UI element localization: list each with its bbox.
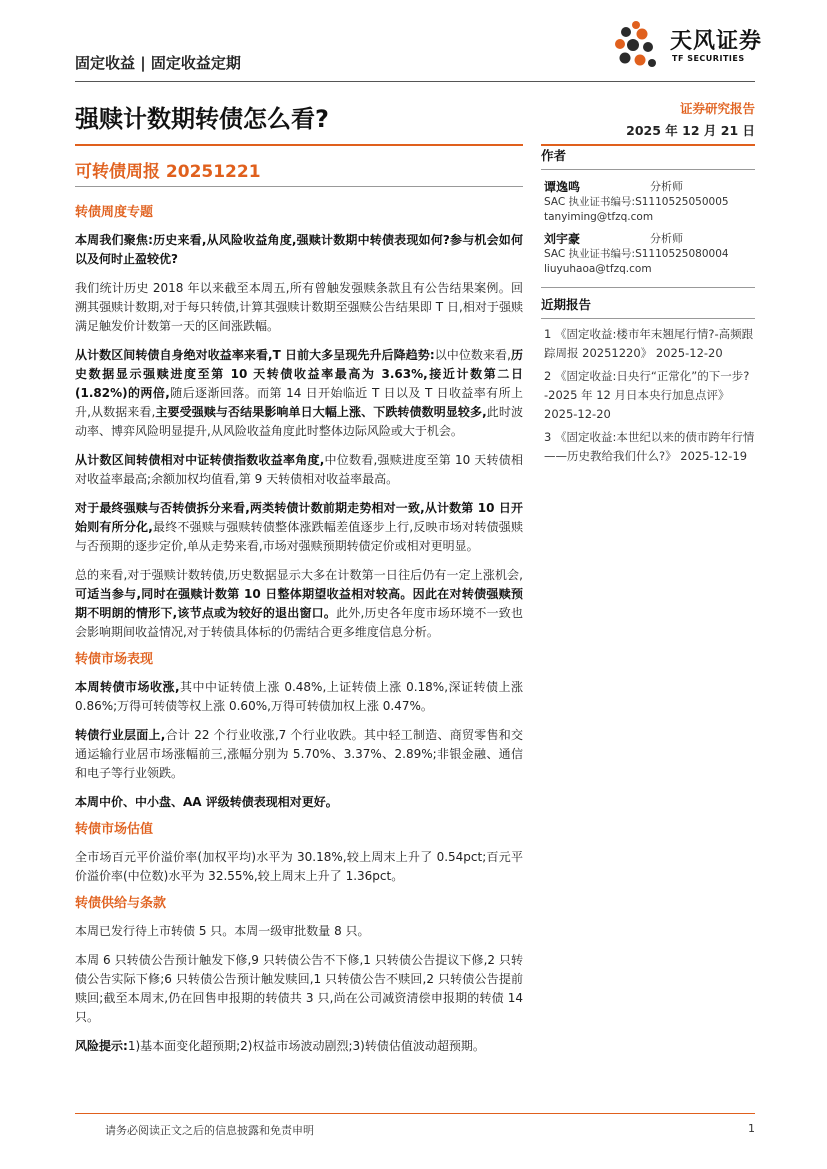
topic-intro-text: 本周我们聚焦:历史来看,从风险收益角度,强赎计数期中转债表现如何?参与机会如何以及何时止盈较优? [75,233,523,266]
market-p2-text: 合计 22 个行业收涨,7 个行业收跌。其中轻工制造、商贸零售和交通运输行业居市场涨幅前三,涨幅分别为 5.70%、3.37%、2.89%;非银金融、通信和电子等行业领跌。 [75,728,524,780]
authors-divider [541,169,755,170]
topic-p6-text-2: 此外,历史各年度市场环境不一致也会影响期间收益情况,对于转债具体标的仍需结合更多维度信息分析。 [75,606,523,639]
supply-issuance: 本周已发行待上市转债 5 只。本周一级审批数量 8 只。 [75,924,370,938]
title-divider-left [75,144,523,146]
author-name: 谭逸鸣 [544,180,581,194]
author-email[interactable]: liuyuhaoa@tfzq.com [544,263,652,275]
report-subtitle: 可转债周报 20251221 [75,162,261,182]
topic-p6-text-1: 总的来看,对于强赎计数转债,历史数据显示大多在计数第一日往后仍有一定上涨机会, [75,568,523,582]
author-cert: SAC 执业证书编号:S1110525080004 [544,248,729,260]
market-industry [75,726,523,783]
author-header [541,228,755,247]
market-p1-text: 其中中证转债上涨 0.48%,上证转债上涨 0.18%,深证转债上涨 0.86%;万得可转债等权上涨 0.60%,万得可转债加权上涨 0.47%。 [75,680,523,713]
author-name: 刘宇豪 [544,232,581,246]
market-style [75,793,523,812]
author-header [541,176,755,195]
section-heading-valuation: 转债市场估值 [75,822,154,837]
topic-p3-text-1: 以中位数来看, [434,348,511,362]
topic-p3-bold-3: 主要受强赎与否结果影响单日大幅上涨、下跌转债数明显较多, [155,405,487,419]
topic-p5-bold: 对于最终强赎与否转债拆分来看,两类转债计数前期走势相对一致,从计数第 10 日开始则有所分化, [75,501,523,534]
title-divider-right [541,144,755,146]
topic-method: 我们统计历史 2018 年以来截至本周五,所有曾触发强赎条款且有公告结果案例。回溯其强赎计数期,对于每只转债,计算其强赎计数期至强赎公告结果即 T 日,相对于强赎满足触发价计数第一天的区间涨跌幅。 [75,281,523,333]
market-p2-bold: 转债行业层面上, [75,728,166,742]
subtitle-divider [75,186,523,187]
risk-text: 1)基本面变化超预期;2)权益市场波动剧烈;3)转债估值波动超预期。 [127,1039,485,1053]
logo-mark-icon [612,20,662,72]
company-logo [612,20,762,72]
recent-reports-heading: 近期报告 [541,297,592,312]
report-date: 2025 年 12 月 21 日 [626,123,755,138]
topic-p4-text: 中位数看,强赎进度至第 10 天转债相对收益率最高;余额加权均值看,第 9 天转债相对收益率最高。 [75,453,524,486]
risk-warning [75,1037,523,1056]
topic-relative-return [75,451,523,489]
topic-conclusion [75,566,523,642]
author-card [541,176,755,225]
author-email[interactable]: tanyiming@tfzq.com [544,211,654,223]
author-card [541,228,755,277]
author-role: 分析师 [650,180,683,193]
logo-en-text: TF SECURITIES [672,54,745,63]
section-heading-market: 转债市场表现 [75,652,154,667]
footer-disclaimer: 请务必阅读正文之后的信息披露和免责申明 [105,1124,314,1137]
section-heading-supply: 转债供给与条款 [75,896,167,911]
recent-report-item[interactable]: 3 《固定收益:本世纪以来的债市跨年行情——历史教给我们什么?》 2025-12-19 [544,430,755,463]
section-heading-topic: 转债周度专题 [75,205,154,220]
breadcrumb: 固定收益 | 固定收益定期 [75,54,241,72]
header-divider [75,81,755,82]
market-p1-bold: 本周转债市场收涨, [75,680,180,694]
topic-absolute-return [75,346,523,441]
topic-p5-text: 最终不强赎与强赎转债整体涨跌幅差值逐步上行,反映市场对转债强赎与否预期的逐步定价,单从走势来看,市场对强赎预期转债定价或相对更明显。 [75,520,523,553]
authors-bottom-divider [541,287,755,288]
recent-report-item[interactable]: 2 《固定收益:日央行“正常化”的下一步?-2025 年 12 月日本央行加息点评》 2025-12-20 [544,369,750,421]
topic-p3-text-3: 此时波动率、博弈风险明显提升,从风险收益角度此时整体边际风险或大于机会。 [75,405,523,438]
topic-split [75,499,523,556]
page-title: 强赎计数期转债怎么看? [75,105,329,133]
valuation-text: 全市场百元平价溢价率(加权平均)水平为 30.18%,较上周末上升了 0.54pct;百元平价溢价率(中位数)水平为 32.55%,较上周末上升了 1.36pct。 [75,850,523,883]
report-type: 证券研究报告 [679,101,755,116]
main-content [75,203,523,1056]
risk-label: 风险提示: [75,1039,128,1053]
recent-reports-divider [541,318,755,319]
topic-p6-bold: 可适当参与,同时在强赎计数第 10 日整体期望收益相对较高。因此在对转债强赎预期不明朗的情形下,该节点或为较好的退出窗口。 [75,587,523,620]
topic-p4-bold: 从计数区间转债相对中证转债指数收益率角度, [75,453,325,467]
authors-heading: 作者 [541,148,567,163]
supply-clauses: 本周 6 只转债公告预计触发下修,9 只转债公告不下修,1 只转债公告提议下修,2 只转债公告实际下修;6 只转债公告预计触发赎回,1 只转债公告不赎回,2 只转债公告提前赎回;截至本周末,仍在回售申报期的转债共 3 只,尚在公司减资清偿申报期的转债 14 只。 [75,953,523,1024]
topic-p3-text-2: 随后逐渐回落。而第 14 日开始临近 T 日以及 T 日收益率有所上升,从数据来看, [75,386,523,419]
author-cert: SAC 执业证书编号:S1110525050005 [544,196,729,208]
recent-report-item[interactable]: 1 《固定收益:楼市年末翘尾行情?-高频跟踪周报 20251220》 2025-12-20 [544,327,754,360]
market-p3-bold: 本周中价、中小盘、AA 评级转债表现相对更好。 [75,795,338,809]
author-role: 分析师 [650,232,683,245]
topic-intro [75,231,523,269]
footer-divider [75,1113,755,1114]
topic-p3-bold-2: 历史数据显示强赎进度至第 10 天转债收益率最高为 3.63%,接近计数第二日(1.82%)的两倍, [75,348,523,400]
sidebar [541,147,755,466]
page-number: 1 [748,1122,755,1135]
market-index [75,678,523,716]
logo-cn-text: 天风证券 [670,29,763,54]
topic-p3-bold-1: 从计数区间转债自身绝对收益率来看,T 日前大多呈现先升后降趋势: [75,348,435,362]
